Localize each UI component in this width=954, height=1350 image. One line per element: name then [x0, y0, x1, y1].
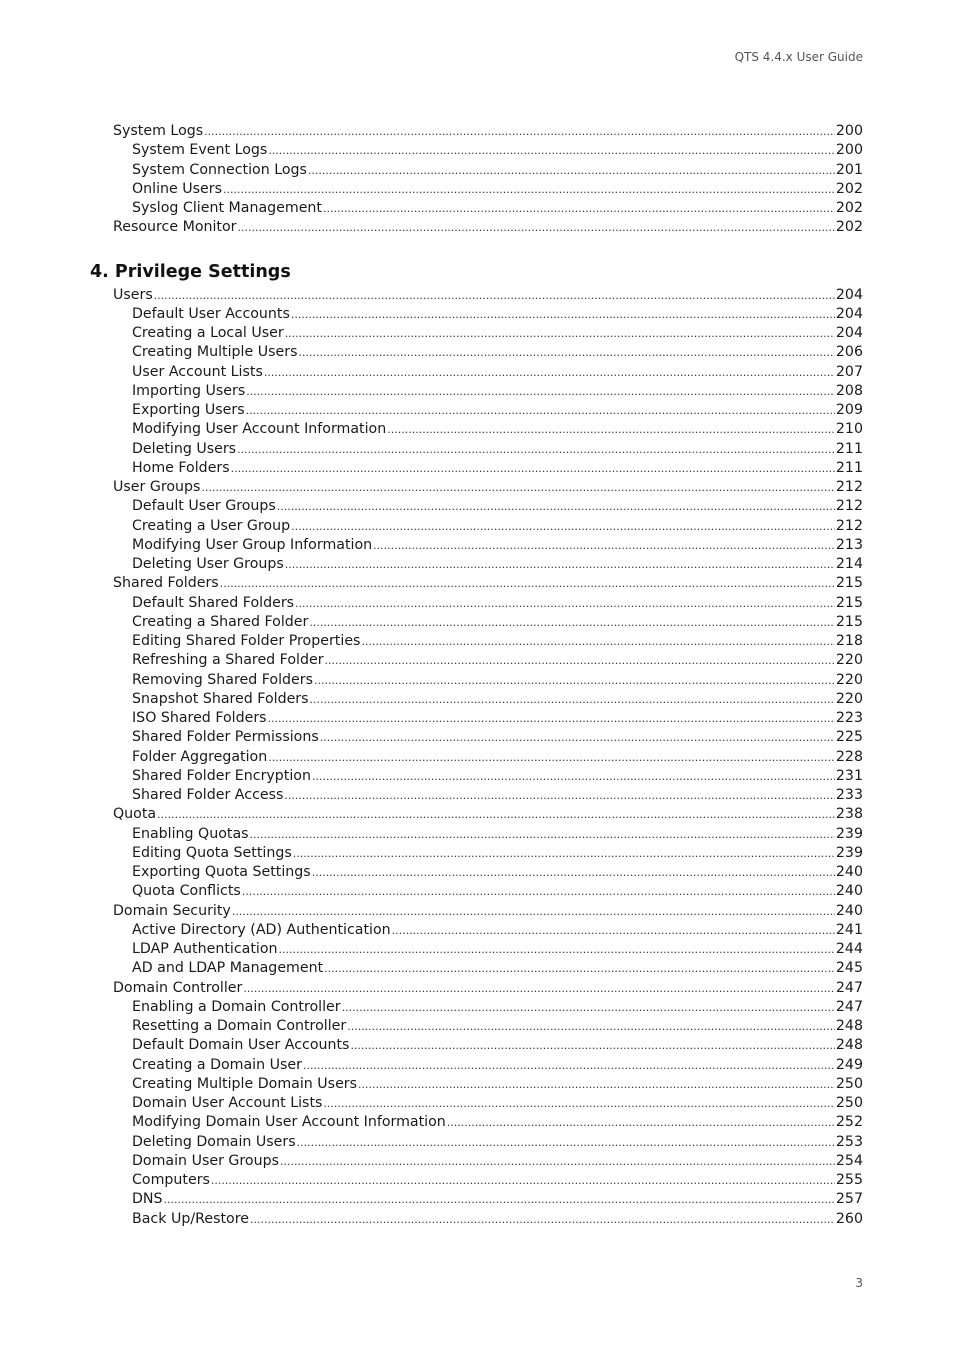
- toc-entry-page: 245: [835, 960, 863, 977]
- page-number: 3: [855, 1276, 863, 1290]
- toc-entry[interactable]: [132, 690, 863, 709]
- toc-entry-label: Deleting Domain Users: [132, 1133, 296, 1150]
- toc-entry[interactable]: [113, 902, 863, 921]
- toc-entry-label: Refreshing a Shared Folder: [132, 652, 324, 669]
- toc-entry[interactable]: [132, 324, 863, 343]
- toc-entry[interactable]: [132, 651, 863, 670]
- toc-entry-label: Online Users: [132, 180, 223, 197]
- toc-entry-label: Domain Controller: [113, 979, 243, 996]
- toc-entry-label: Home Folders: [132, 459, 230, 476]
- toc-leader-dots: [264, 363, 835, 382]
- toc-entry-label: Default Shared Folders: [132, 594, 295, 611]
- toc-entry-label: Creating a User Group: [132, 517, 291, 534]
- toc-entry-page: 210: [835, 421, 863, 438]
- toc-leader-dots: [314, 671, 835, 690]
- toc-entry-page: 231: [835, 767, 863, 784]
- toc-entry-page: 206: [835, 344, 863, 361]
- toc-leader-dots: [237, 440, 835, 459]
- toc-entry[interactable]: [113, 574, 863, 593]
- toc-block-system-logs: [0, 122, 954, 238]
- toc-entry[interactable]: [132, 940, 863, 959]
- toc-entry-label: ISO Shared Folders: [132, 710, 267, 726]
- toc-leader-dots: [285, 555, 835, 574]
- toc-leader-dots: [361, 632, 834, 651]
- toc-entry[interactable]: [132, 305, 863, 324]
- toc-entry[interactable]: [132, 536, 863, 555]
- toc-entry-label: Creating a Domain User: [132, 1056, 302, 1073]
- toc-entry[interactable]: [132, 440, 863, 459]
- toc-entry-page: 238: [835, 806, 863, 823]
- toc-entry[interactable]: [132, 959, 863, 978]
- toc-entry-label: Shared Folder Encryption: [132, 767, 311, 784]
- toc-leader-dots: [392, 921, 835, 940]
- toc-leader-dots: [285, 324, 835, 343]
- toc-leader-dots: [291, 517, 835, 536]
- toc-entry-page: 228: [835, 748, 863, 765]
- toc-entry-label: Shared Folders: [113, 575, 219, 592]
- toc-entry-page: 202: [835, 219, 863, 236]
- toc-entry-page: 220: [835, 652, 863, 669]
- toc-entry[interactable]: [132, 161, 863, 180]
- toc-entry-label: LDAP Authentication: [132, 941, 278, 957]
- toc-leader-dots: [284, 786, 835, 805]
- toc-entry-label: Removing Shared Folders: [132, 671, 313, 688]
- toc-entry[interactable]: [113, 218, 863, 237]
- toc-leader-dots: [309, 613, 835, 632]
- toc-entry[interactable]: [132, 363, 863, 382]
- toc-entry[interactable]: [132, 844, 863, 863]
- toc-entry[interactable]: [132, 555, 863, 574]
- toc-leader-dots: [232, 902, 835, 921]
- toc-entry[interactable]: [113, 979, 863, 998]
- toc-entry-page: 239: [835, 825, 863, 842]
- toc-leader-dots: [323, 1094, 835, 1113]
- toc-entry-label: Users: [113, 286, 153, 303]
- toc-entry-page: 240: [835, 883, 863, 900]
- toc-entry-label: Creating a Shared Folder: [132, 613, 309, 630]
- toc-entry-page: 215: [835, 594, 863, 611]
- toc-leader-dots: [325, 651, 835, 670]
- toc-entry-label: Shared Folder Access: [132, 787, 284, 803]
- toc-entry-page: 241: [835, 921, 863, 938]
- toc-entry-page: 212: [835, 517, 863, 534]
- toc-entry-label: System Event Logs: [132, 142, 268, 159]
- toc-entry-page: 233: [835, 787, 863, 803]
- toc-leader-dots: [323, 199, 835, 218]
- toc-leader-dots: [250, 825, 835, 844]
- toc-entry-label: Modifying Domain User Account Information: [132, 1114, 446, 1131]
- toc-leader-dots: [447, 1113, 835, 1132]
- toc-entry[interactable]: [132, 1017, 863, 1036]
- toc-entry-label: Quota: [113, 806, 157, 823]
- toc-leader-dots: [387, 420, 835, 439]
- toc-entry[interactable]: [132, 1094, 863, 1113]
- toc-entry-page: 260: [835, 1210, 863, 1227]
- toc-entry-label: Deleting User Groups: [132, 556, 284, 572]
- toc-leader-dots: [223, 180, 835, 199]
- toc-entry-page: 250: [835, 1075, 863, 1092]
- toc-entry-label: Default User Groups: [132, 498, 276, 515]
- toc-entry-label: Exporting Quota Settings: [132, 864, 311, 880]
- toc-entry-page: 220: [835, 690, 863, 707]
- toc-entry-page: 252: [835, 1114, 863, 1131]
- toc-entry-page: 248: [835, 1018, 863, 1034]
- toc-entry-page: 209: [835, 402, 863, 418]
- toc-entry[interactable]: [132, 1210, 863, 1229]
- toc-entry[interactable]: [113, 478, 863, 497]
- toc-entry-page: 223: [835, 710, 863, 726]
- toc-leader-dots: [238, 218, 835, 237]
- toc-entry[interactable]: [132, 882, 863, 901]
- toc-entry-label: DNS: [132, 1191, 163, 1208]
- toc-entry-page: 255: [835, 1172, 863, 1188]
- toc-entry-page: 201: [835, 161, 863, 178]
- toc-leader-dots: [324, 959, 835, 978]
- toc-entry[interactable]: [132, 199, 863, 218]
- toc-entry-label: Creating Multiple Domain Users: [132, 1075, 358, 1092]
- toc-entry-label: Syslog Client Management: [132, 200, 322, 216]
- toc-entry-page: 257: [835, 1191, 863, 1208]
- toc-leader-dots: [164, 1190, 835, 1209]
- toc-entry-page: 211: [835, 440, 863, 457]
- toc-entry-label: Editing Quota Settings: [132, 844, 292, 861]
- toc-entry-label: Default Domain User Accounts: [132, 1037, 350, 1054]
- toc-entry-page: 215: [835, 575, 863, 592]
- toc-entry-page: 207: [835, 363, 863, 380]
- running-header: QTS 4.4.x User Guide: [734, 50, 863, 64]
- toc-entry[interactable]: [132, 825, 863, 844]
- toc-leader-dots: [295, 594, 835, 613]
- toc-entry-label: Deleting Users: [132, 440, 237, 457]
- toc-entry-page: 249: [835, 1056, 863, 1073]
- toc-entry-page: 213: [835, 536, 863, 553]
- toc-entry-label: Computers: [132, 1172, 210, 1188]
- toc-entry[interactable]: [132, 998, 863, 1017]
- toc-leader-dots: [231, 459, 835, 478]
- toc-entry[interactable]: [132, 921, 863, 940]
- toc-entry[interactable]: [113, 805, 863, 824]
- toc-leader-dots: [242, 882, 835, 901]
- toc-entry-page: 218: [835, 633, 863, 649]
- toc-leader-dots: [268, 709, 835, 728]
- toc-leader-dots: [201, 478, 834, 497]
- toc-leader-dots: [298, 343, 834, 362]
- toc-entry-label: Modifying User Group Information: [132, 536, 373, 553]
- toc-leader-dots: [204, 122, 835, 141]
- toc-entry[interactable]: [132, 632, 863, 651]
- toc-leader-dots: [243, 979, 835, 998]
- toc-entry[interactable]: [132, 420, 863, 439]
- toc-entry[interactable]: [132, 1075, 863, 1094]
- toc-leader-dots: [312, 767, 835, 786]
- toc-entry-page: 254: [835, 1152, 863, 1169]
- toc-entry-label: Enabling Quotas: [132, 825, 249, 842]
- toc-entry-label: Default User Accounts: [132, 305, 290, 322]
- toc-leader-dots: [358, 1075, 835, 1094]
- toc-leader-dots: [246, 382, 835, 401]
- toc-leader-dots: [220, 574, 835, 593]
- toc-entry-label: Creating a Local User: [132, 325, 284, 341]
- toc-entry-label: Creating Multiple Users: [132, 344, 298, 361]
- toc-leader-dots: [293, 844, 835, 863]
- toc-entry-page: 225: [835, 729, 863, 746]
- toc-entry-page: 212: [835, 498, 863, 515]
- toc-entry[interactable]: [113, 286, 863, 305]
- toc-entry[interactable]: [132, 141, 863, 160]
- toc-leader-dots: [279, 940, 835, 959]
- toc-entry-page: 211: [835, 459, 863, 476]
- toc-entry-label: Modifying User Account Information: [132, 421, 387, 438]
- toc-entry-page: 208: [835, 382, 863, 399]
- toc-entry[interactable]: [132, 786, 863, 805]
- toc-entry[interactable]: [132, 728, 863, 747]
- toc-entry-label: Domain User Account Lists: [132, 1095, 323, 1111]
- toc-leader-dots: [250, 1210, 835, 1229]
- toc-leader-dots: [297, 1133, 835, 1152]
- toc-entry-page: 244: [835, 941, 863, 957]
- toc-leader-dots: [277, 497, 835, 516]
- toc-entry-label: Active Directory (AD) Authentication: [132, 921, 391, 938]
- toc-entry-page: 247: [835, 979, 863, 996]
- toc-leader-dots: [268, 141, 835, 160]
- section-title-privilege-settings[interactable]: 4. Privilege Settings: [90, 261, 291, 282]
- toc-entry[interactable]: [132, 497, 863, 516]
- toc-entry[interactable]: [132, 1190, 863, 1209]
- toc-entry-label: Folder Aggregation: [132, 748, 268, 765]
- toc-entry-page: 202: [835, 200, 863, 216]
- toc-entry-label: Quota Conflicts: [132, 883, 241, 900]
- toc-entry-page: 247: [835, 998, 863, 1015]
- toc-entry-label: Domain User Groups: [132, 1152, 279, 1169]
- toc-entry-page: 248: [835, 1037, 863, 1054]
- toc-entry-page: 200: [835, 142, 863, 159]
- toc-leader-dots: [246, 401, 835, 420]
- toc-entry-label: Exporting Users: [132, 402, 245, 418]
- toc-entry[interactable]: [132, 613, 863, 632]
- toc-entry[interactable]: [132, 1113, 863, 1132]
- toc-entry-page: 239: [835, 844, 863, 861]
- toc-entry[interactable]: [132, 343, 863, 362]
- toc-entry[interactable]: [113, 122, 863, 141]
- toc-leader-dots: [157, 805, 835, 824]
- toc-leader-dots: [312, 863, 835, 882]
- toc-entry-label: Shared Folder Permissions: [132, 729, 319, 746]
- toc-leader-dots: [154, 286, 835, 305]
- toc-entry-page: 204: [835, 325, 863, 341]
- toc-leader-dots: [303, 1056, 835, 1075]
- toc-entry-page: 240: [835, 902, 863, 919]
- toc-entry-page: 212: [835, 479, 863, 495]
- toc-entry[interactable]: [132, 1171, 863, 1190]
- toc-entry-label: Resetting a Domain Controller: [132, 1018, 347, 1034]
- toc-entry-label: Enabling a Domain Controller: [132, 998, 341, 1015]
- toc-entry-label: User Account Lists: [132, 363, 263, 380]
- toc-entry-page: 200: [835, 123, 863, 139]
- toc-entry[interactable]: [132, 401, 863, 420]
- toc-entry[interactable]: [132, 1036, 863, 1055]
- toc-leader-dots: [342, 998, 835, 1017]
- toc-entry-label: Domain Security: [113, 902, 231, 919]
- toc-entry-label: Resource Monitor: [113, 219, 237, 236]
- toc-entry[interactable]: [132, 709, 863, 728]
- toc-leader-dots: [211, 1171, 835, 1190]
- toc-entry[interactable]: [132, 748, 863, 767]
- toc-entry-page: 204: [835, 305, 863, 322]
- toc-leader-dots: [280, 1152, 835, 1171]
- toc-block-privilege-settings: [0, 286, 954, 1229]
- toc-entry-label: Snapshot Shared Folders: [132, 690, 309, 707]
- toc-entry[interactable]: [132, 767, 863, 786]
- toc-entry-label: System Logs: [113, 123, 204, 139]
- toc-leader-dots: [347, 1017, 835, 1036]
- toc-entry-label: User Groups: [113, 479, 201, 495]
- toc-entry[interactable]: [132, 671, 863, 690]
- toc-entry[interactable]: [132, 863, 863, 882]
- toc-entry-label: Editing Shared Folder Properties: [132, 633, 361, 649]
- toc-entry[interactable]: [132, 1056, 863, 1075]
- toc-entry-page: 214: [835, 556, 863, 572]
- toc-leader-dots: [291, 305, 835, 324]
- toc-entry[interactable]: [132, 1133, 863, 1152]
- toc-leader-dots: [308, 161, 835, 180]
- toc-leader-dots: [373, 536, 835, 555]
- toc-entry-page: 215: [835, 613, 863, 630]
- toc-leader-dots: [320, 728, 835, 747]
- toc-entry-page: 253: [835, 1133, 863, 1150]
- toc-entry-label: Importing Users: [132, 382, 246, 399]
- toc-entry-label: Back Up/Restore: [132, 1210, 249, 1227]
- toc-entry-label: AD and LDAP Management: [132, 960, 324, 977]
- toc-leader-dots: [350, 1036, 834, 1055]
- toc-entry[interactable]: [132, 459, 863, 478]
- toc-leader-dots: [310, 690, 835, 709]
- toc-leader-dots: [268, 748, 835, 767]
- toc-entry[interactable]: [132, 180, 863, 199]
- toc-entry[interactable]: [132, 517, 863, 536]
- toc-entry[interactable]: [132, 382, 863, 401]
- toc-entry-page: 220: [835, 671, 863, 688]
- table-of-contents: [0, 122, 954, 1229]
- toc-entry[interactable]: [132, 594, 863, 613]
- toc-entry-page: 204: [835, 286, 863, 303]
- toc-entry-page: 202: [835, 180, 863, 197]
- toc-entry-label: System Connection Logs: [132, 161, 307, 178]
- toc-entry[interactable]: [132, 1152, 863, 1171]
- toc-entry-page: 240: [835, 864, 863, 880]
- toc-entry-page: 250: [835, 1095, 863, 1111]
